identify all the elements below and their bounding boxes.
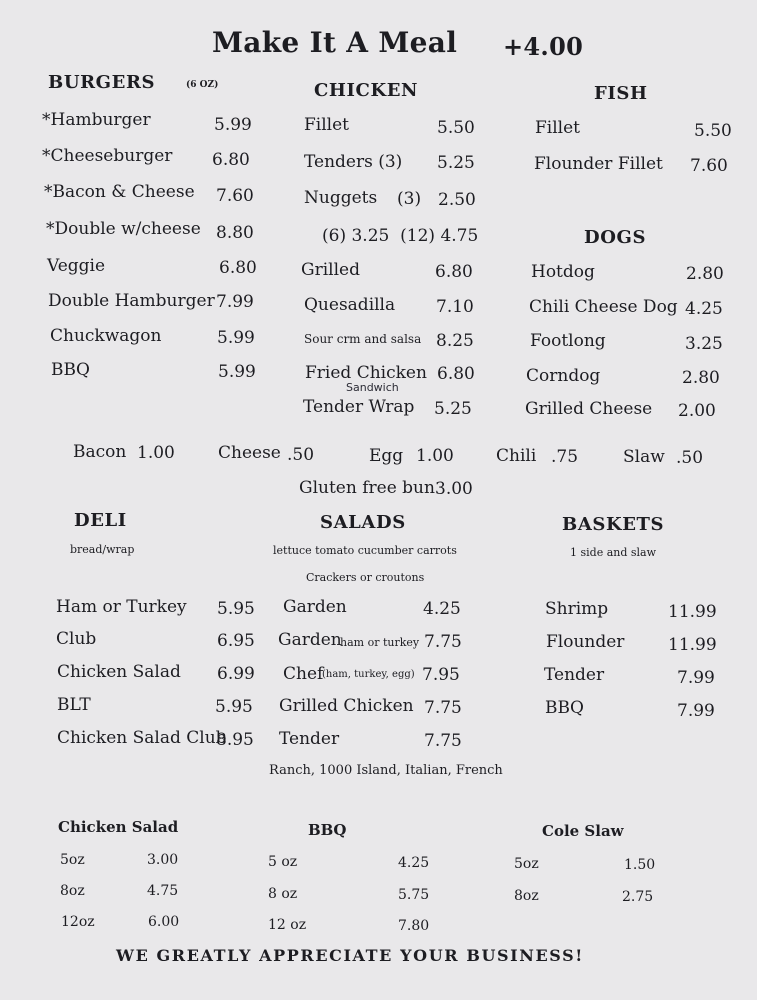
addon-name: Chili (496, 446, 537, 466)
menu-price: 2.80 (686, 264, 724, 284)
menu-item: Sour crm and salsa (304, 332, 422, 346)
menu-item: Shrimp (545, 599, 609, 619)
bulk-price: 6.00 (148, 914, 180, 930)
menu-item: BBQ (545, 698, 584, 718)
deli-note: bread/wrap (70, 543, 135, 556)
addon-name: Bacon (73, 442, 127, 462)
menu-price: 6.80 (219, 258, 257, 278)
menu-price: 6.99 (217, 664, 255, 684)
baskets-heading: BASKETS (562, 514, 665, 535)
menu-item: Club (56, 629, 97, 649)
salads-note: lettuce tomato cucumber carrots (273, 544, 457, 557)
menu-price: 2.80 (682, 368, 720, 388)
menu-price: 7.10 (436, 297, 474, 317)
menu-item: Nuggets (304, 188, 378, 208)
menu-price: 7.60 (690, 156, 728, 176)
menu-price: 5.25 (437, 153, 475, 173)
menu-price: 6.95 (217, 631, 255, 651)
menu-price: 6.80 (435, 262, 473, 282)
bulk-heading: Chicken Salad (58, 818, 179, 836)
menu-item: Tender (279, 729, 340, 749)
menu-price: 11.99 (668, 602, 717, 622)
menu-item: Flounder Fillet (534, 154, 663, 174)
menu-item: BBQ (51, 360, 90, 380)
salads-heading: SALADS (320, 512, 406, 533)
menu-price: 3.25 (685, 334, 723, 354)
bulk-heading: Cole Slaw (542, 822, 624, 840)
menu-price: 7.95 (422, 665, 460, 685)
bulk-price: 3.00 (147, 852, 179, 868)
menu-price: 6.80 (212, 150, 250, 170)
chicken-heading: CHICKEN (314, 80, 419, 101)
bulk-size: 5oz (514, 856, 539, 872)
gluten-free-price: 3.00 (435, 479, 473, 499)
menu-price: 7.99 (216, 292, 254, 312)
nuggets-sizes: (6) 3.25 (12) 4.75 (322, 226, 479, 246)
menu-price: 8.80 (216, 223, 254, 243)
addon-name: Slaw (623, 447, 665, 467)
menu-item: Tenders (3) (304, 152, 403, 172)
menu-price: 4.25 (423, 599, 461, 619)
menu-item: Ham or Turkey (56, 597, 187, 617)
menu-price: 5.95 (217, 599, 255, 619)
menu-item: Chicken Salad (57, 662, 181, 682)
bulk-size: 8oz (514, 888, 539, 904)
menu-item-sub: ham or turkey (340, 636, 420, 649)
addon-price: .50 (676, 448, 704, 468)
menu-price: 5.95 (215, 697, 253, 717)
menu-item: Fillet (304, 115, 349, 135)
menu-price: 11.99 (668, 635, 717, 655)
burgers-heading: BURGERS (48, 72, 156, 93)
addon-price: .50 (287, 445, 315, 465)
addon-name: Cheese (218, 443, 281, 463)
menu-price: 8.25 (436, 331, 474, 351)
bulk-price: 1.50 (624, 857, 656, 873)
menu-price: 7.99 (677, 668, 715, 688)
menu-item: Fried Chicken (305, 363, 427, 383)
menu-item-sub: (ham, turkey, egg) (322, 669, 415, 680)
menu-item: Quesadilla (304, 295, 396, 315)
menu-item: Tender (544, 665, 605, 685)
addon-price: 1.00 (137, 443, 175, 463)
menu-price: 7.75 (424, 632, 462, 652)
menu-item: Veggie (47, 256, 106, 276)
menu-price: 5.50 (694, 121, 732, 141)
addon-name: Egg (369, 446, 404, 466)
menu-price: 7.75 (424, 698, 462, 718)
menu-item: *Bacon & Cheese (44, 182, 195, 202)
salads-note: Crackers or croutons (306, 571, 425, 584)
bulk-size: 5 oz (268, 854, 298, 870)
bulk-price: 5.75 (398, 887, 430, 903)
menu-item: Chuckwagon (50, 326, 162, 346)
menu-item: Hotdog (531, 262, 595, 282)
menu-item: Chicken Salad Club (57, 728, 227, 748)
menu-item: *Cheeseburger (42, 146, 173, 166)
menu-item: Chili Cheese Dog (529, 297, 678, 317)
menu-item: Grilled (301, 260, 360, 280)
addon-price: .75 (551, 447, 579, 467)
menu-title: Make It A Meal (212, 26, 458, 59)
bulk-price: 2.75 (622, 889, 654, 905)
menu-price: 5.50 (437, 118, 475, 138)
burgers-size-note: (6 OZ) (186, 80, 219, 90)
baskets-note: 1 side and slaw (570, 546, 657, 559)
menu-item: Chef (283, 664, 324, 684)
menu-item: Garden (278, 630, 342, 650)
menu-price: 2.00 (678, 401, 716, 421)
dressings: Ranch, 1000 Island, Italian, French (269, 763, 503, 778)
menu-item: BLT (57, 695, 91, 715)
menu-item: *Hamburger (42, 110, 151, 130)
menu-price: 5.99 (214, 115, 252, 135)
menu-price: 7.75 (424, 731, 462, 751)
menu-item: Corndog (526, 366, 601, 386)
handwritten-note: Sandwich (346, 381, 399, 394)
menu-item: Garden (283, 597, 347, 617)
menu-price: 5.25 (434, 399, 472, 419)
menu-item: Tender Wrap (303, 397, 415, 417)
menu-item: Flounder (546, 632, 625, 652)
footer-message: WE GREATLY APPRECIATE YOUR BUSINESS! (116, 946, 584, 965)
meal-price: +4.00 (503, 32, 584, 61)
bulk-size: 8 oz (268, 886, 298, 902)
menu-price: 5.99 (217, 328, 255, 348)
menu-qty: (3) (397, 189, 422, 209)
deli-heading: DELI (74, 510, 127, 531)
menu-item: Grilled Cheese (525, 399, 653, 419)
menu-price: 7.60 (216, 186, 254, 206)
addon-price: 1.00 (416, 446, 454, 466)
bulk-heading: BBQ (308, 821, 347, 839)
bulk-size: 12 oz (268, 917, 307, 933)
fish-heading: FISH (594, 83, 648, 104)
menu-price: 7.99 (677, 701, 715, 721)
menu-item: Double Hamburger (48, 291, 215, 311)
menu-price: 8.95 (216, 730, 254, 750)
menu-price: 2.50 (438, 190, 476, 210)
bulk-price: 4.75 (147, 883, 179, 899)
dogs-heading: DOGS (584, 227, 647, 248)
menu-item: Footlong (530, 331, 606, 351)
bulk-size: 8oz (60, 883, 85, 899)
menu-item: Grilled Chicken (279, 696, 414, 716)
menu-price: 4.25 (685, 299, 723, 319)
menu-item: Fillet (535, 118, 580, 138)
menu-item: *Double w/cheese (46, 219, 201, 239)
menu-price: 5.99 (218, 362, 256, 382)
bulk-price: 4.25 (398, 855, 430, 871)
bulk-price: 7.80 (398, 918, 430, 934)
bulk-size: 5oz (60, 852, 85, 868)
menu-price: 6.80 (437, 364, 475, 384)
gluten-free-item: Gluten free bun (299, 478, 435, 498)
bulk-size: 12oz (61, 914, 95, 930)
